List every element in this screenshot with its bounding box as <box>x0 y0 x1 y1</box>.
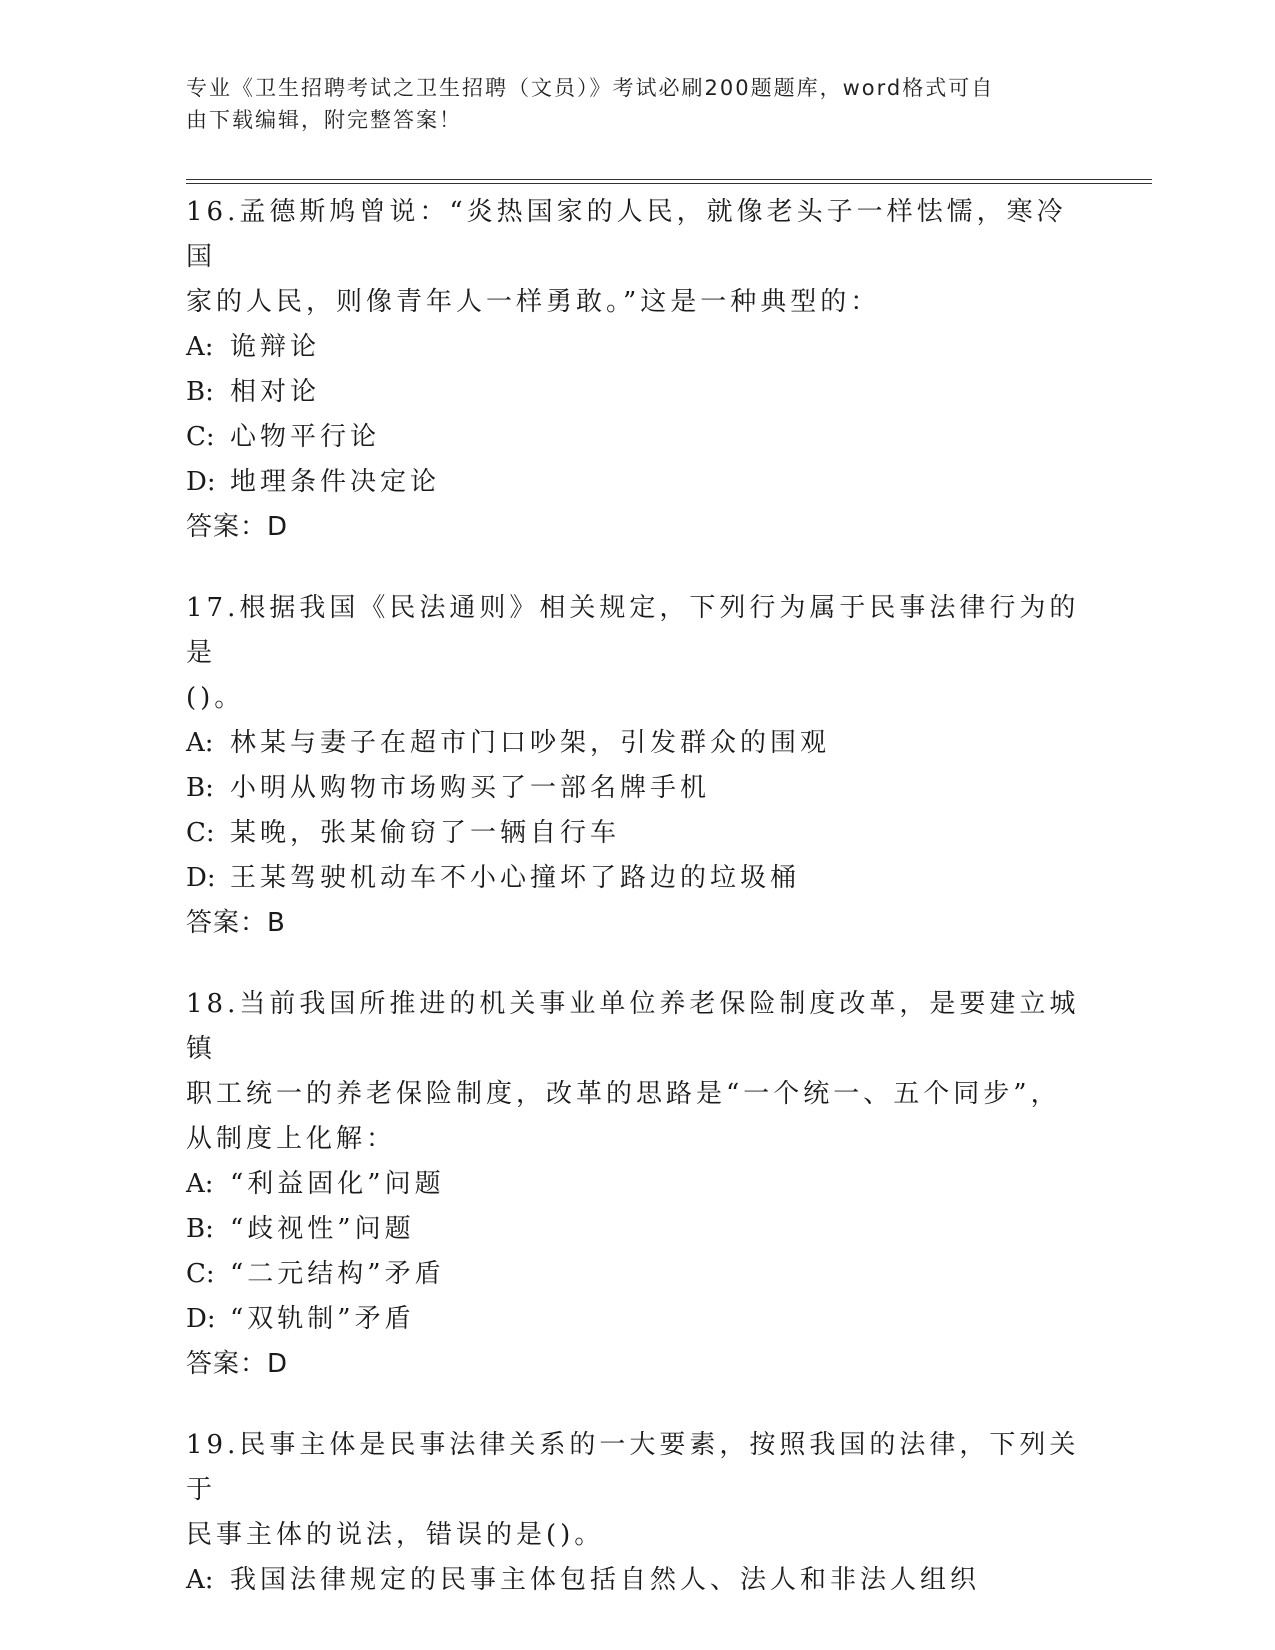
option-letter: A: <box>186 332 214 362</box>
header-line-2: 由下载编辑，附完整答案！ <box>186 108 462 132</box>
answer-line: 答案：B <box>186 908 286 938</box>
option-text: 地理条件决定论 <box>230 467 441 497</box>
question-stem-line: 家的人民，则像青年人一样勇敢。”这是一种典型的： <box>186 287 881 317</box>
header-line-1: 专业《卫生招聘考试之卫生招聘（文员）》考试必刷200题题库，word格式可自 <box>186 76 995 100</box>
option-text: “歧视性”问题 <box>230 1214 415 1244</box>
question-stem-line: ()。 <box>186 683 245 713</box>
option-a <box>186 1162 1086 1207</box>
option-letter: B: <box>186 773 214 803</box>
option-a <box>186 1558 1086 1603</box>
question-19 <box>186 1423 1086 1603</box>
option-c <box>186 1252 1086 1297</box>
question-stem-line: 18.当前我国所推进的机关事业单位养老保险制度改革，是要建立城镇 <box>186 989 1080 1064</box>
question-stem-line: 职工统一的养老保险制度，改革的思路是“一个统一、五个同步”， <box>186 1079 1061 1109</box>
option-letter: B: <box>186 1214 214 1244</box>
question-stem-line: 民事主体的说法，错误的是()。 <box>186 1520 605 1550</box>
option-b <box>186 370 1086 415</box>
question-16 <box>186 190 1086 550</box>
option-text: 某晚，张某偷窃了一辆自行车 <box>230 818 621 848</box>
question-stem-line: 从制度上化解： <box>186 1124 397 1154</box>
option-letter: B: <box>186 377 214 407</box>
option-letter: D: <box>186 1304 216 1334</box>
option-text: 王某驾驶机动车不小心撞坏了路边的垃圾桶 <box>230 863 801 893</box>
option-letter: A: <box>186 728 214 758</box>
option-text: 我国法律规定的民事主体包括自然人、法人和非法人组织 <box>230 1565 981 1595</box>
answer-line: 答案：D <box>186 1349 289 1379</box>
option-c <box>186 415 1086 460</box>
option-text: “二元结构”矛盾 <box>230 1259 445 1289</box>
option-text: “利益固化”问题 <box>230 1169 445 1199</box>
header-divider-top <box>186 179 1152 180</box>
option-letter: D: <box>186 863 216 893</box>
option-a <box>186 325 1086 370</box>
option-letter: D: <box>186 467 216 497</box>
question-18 <box>186 982 1086 1387</box>
option-text: 林某与妻子在超市门口吵架，引发群众的围观 <box>230 728 831 758</box>
option-d <box>186 856 1086 901</box>
question-stem-line: 19.民事主体是民事法律关系的一大要素，按照我国的法律，下列关于 <box>186 1430 1080 1505</box>
question-17 <box>186 586 1086 946</box>
option-letter: A: <box>186 1565 214 1595</box>
option-text: “双轨制”矛盾 <box>230 1304 415 1334</box>
question-stem-line: 17.根据我国《民法通则》相关规定，下列行为属于民事法律行为的是 <box>186 593 1080 668</box>
option-c <box>186 811 1086 856</box>
option-letter: A: <box>186 1169 214 1199</box>
option-letter: C: <box>186 1259 215 1289</box>
option-text: 心物平行论 <box>230 422 381 452</box>
option-text: 小明从购物市场购买了一部名牌手机 <box>230 773 711 803</box>
document-header <box>186 72 1066 136</box>
option-letter: C: <box>186 818 215 848</box>
question-list <box>186 190 1086 1639</box>
option-d <box>186 1297 1086 1342</box>
answer-line: 答案：D <box>186 512 289 542</box>
option-text: 相对论 <box>230 377 321 407</box>
header-divider-bottom <box>186 183 1152 184</box>
option-a <box>186 721 1086 766</box>
option-letter: C: <box>186 422 215 452</box>
option-d <box>186 460 1086 505</box>
option-b <box>186 766 1086 811</box>
option-text: 诡辩论 <box>230 332 321 362</box>
question-stem-line: 16.孟德斯鸠曾说：“炎热国家的人民，就像老头子一样怯懦，寒冷国 <box>186 197 1067 272</box>
option-b <box>186 1207 1086 1252</box>
